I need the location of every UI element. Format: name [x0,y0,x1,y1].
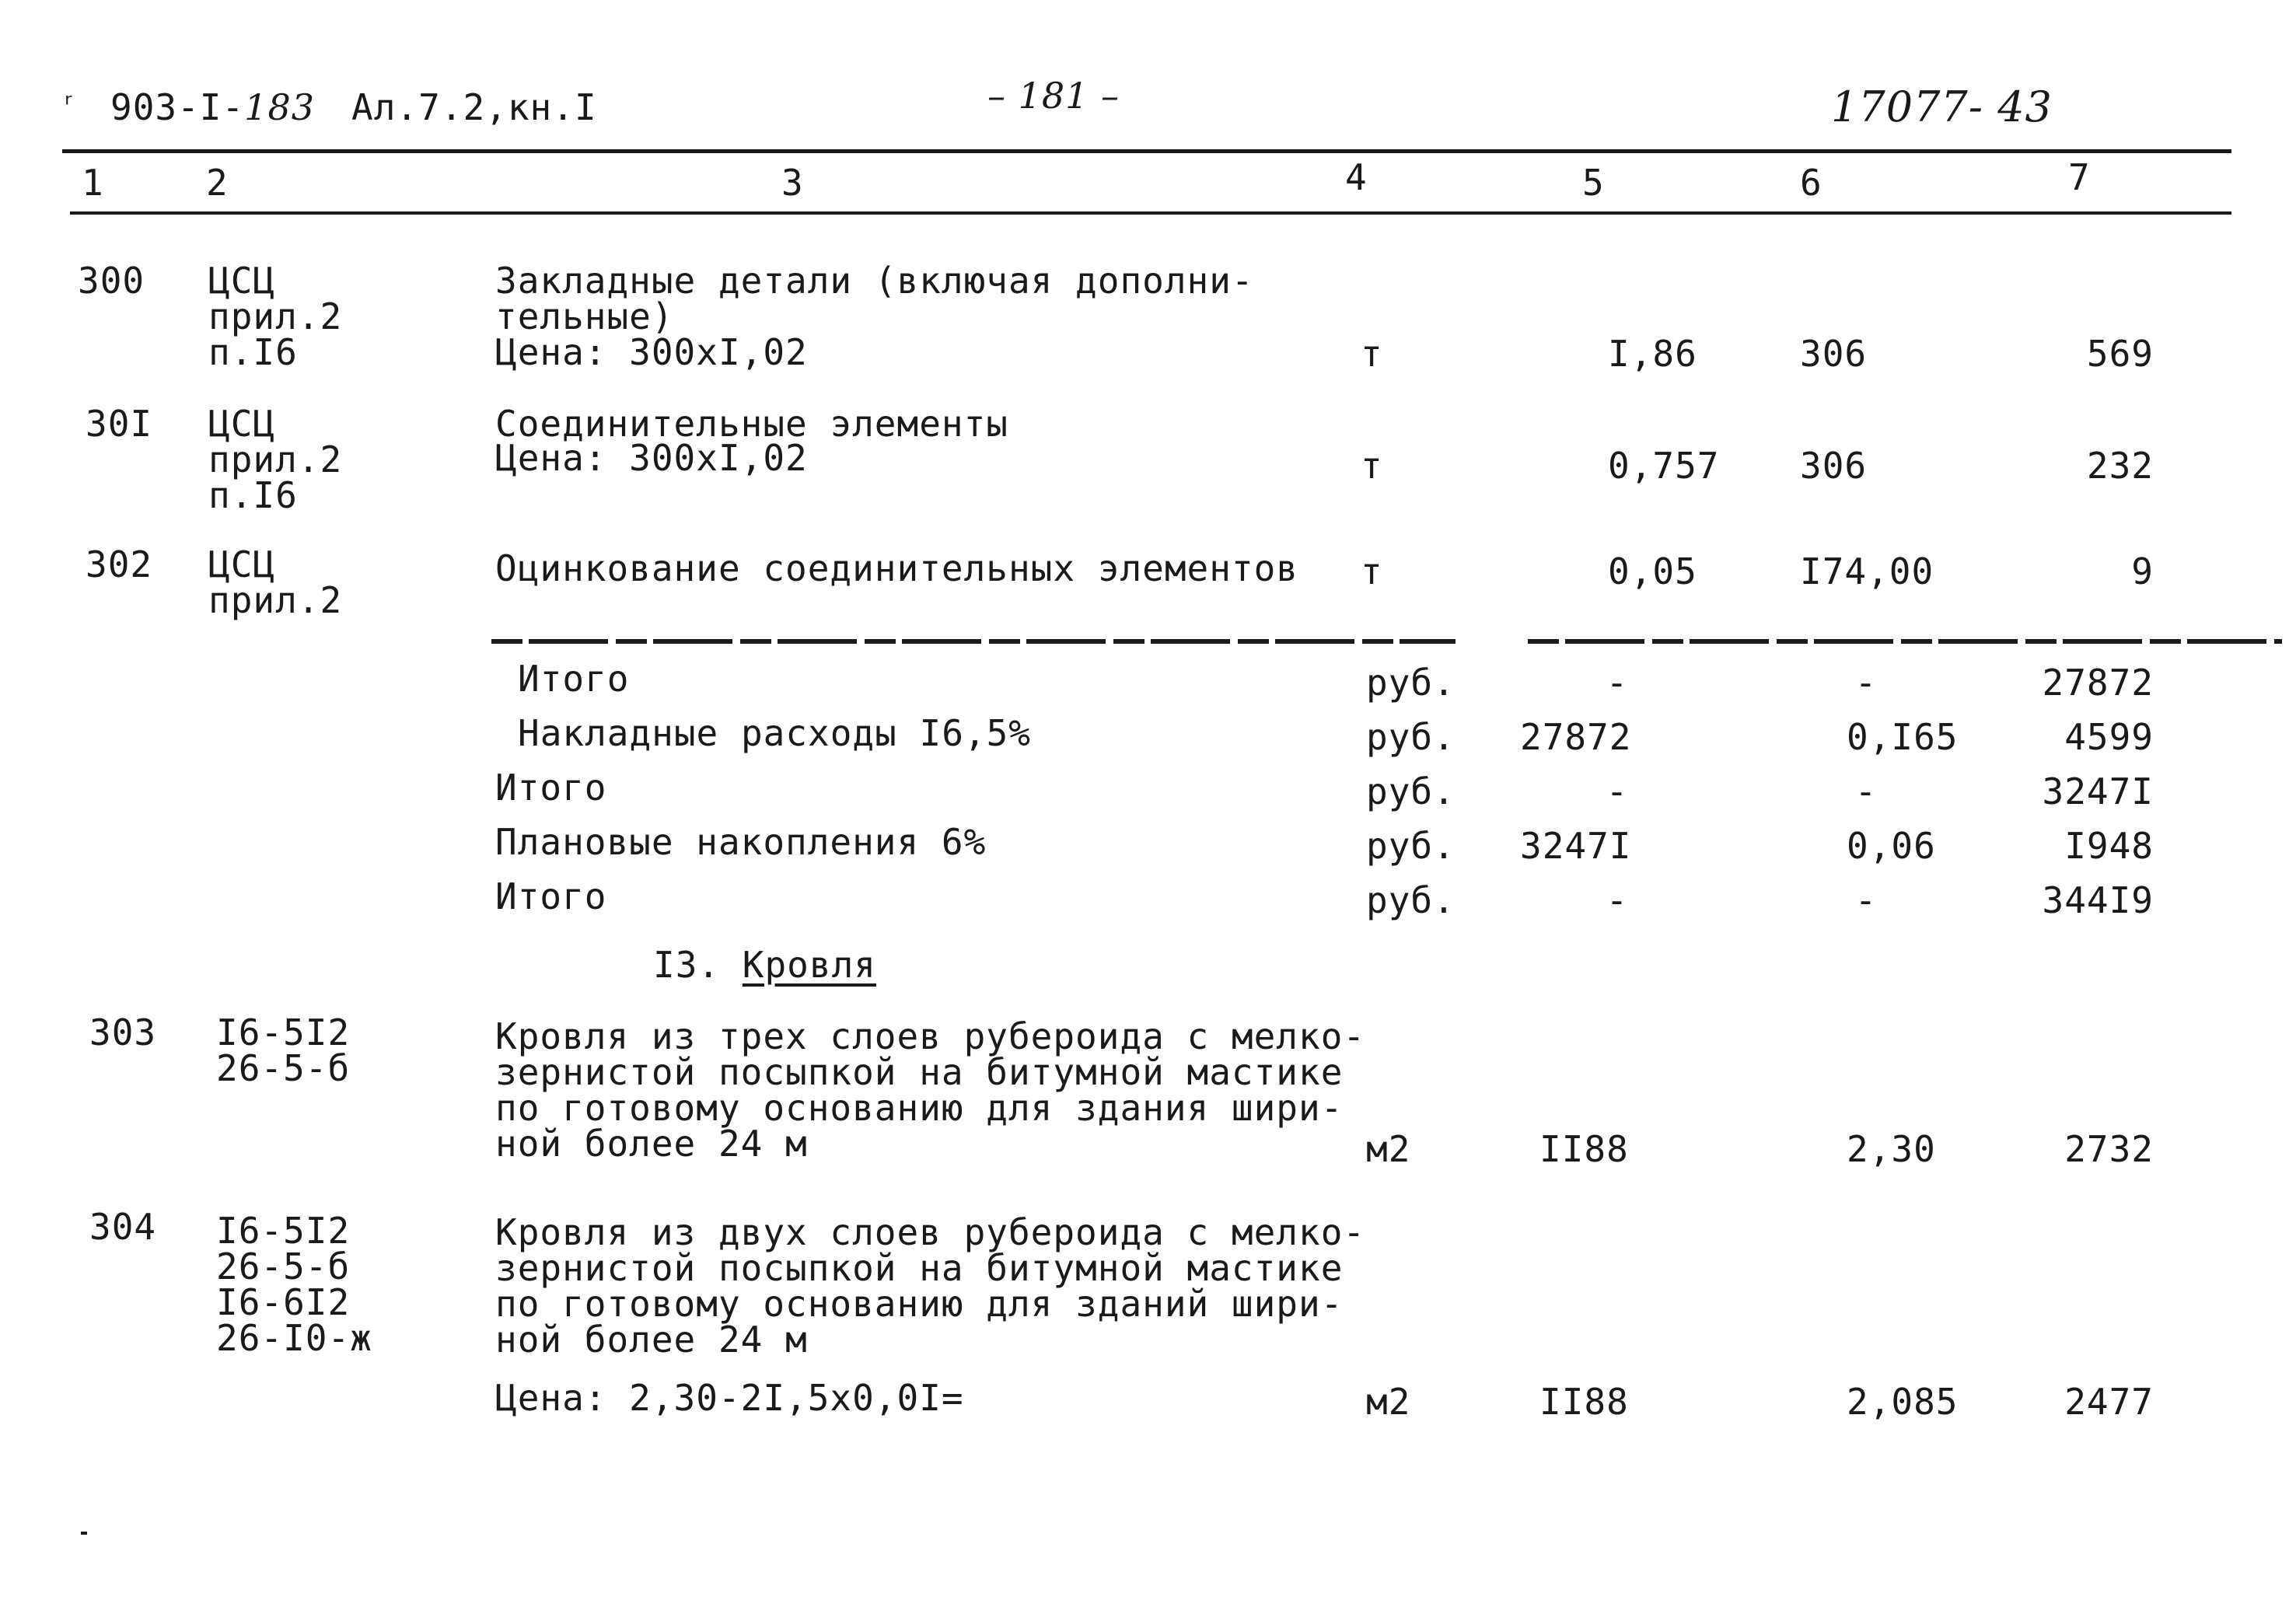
page-number: – 181 – [987,75,1120,117]
summary-divider-left [491,639,1456,644]
row-303-unit: м2 [1366,1128,1411,1170]
corner-mark: ʳ [61,89,79,121]
summary-base: - [1606,879,1629,921]
row-304-qty: II88 [1539,1381,1629,1423]
summary-unit: руб. [1366,662,1456,704]
summary-rate: - [1854,662,1878,704]
row-300-name: Закладные детали (включая дополни- тельные) [495,260,1254,337]
header-bottom-rule [70,211,2231,215]
row-302-basis: ЦСЦ прил.2 [208,543,343,621]
summary-base: - [1606,662,1629,704]
row-304-unit: м2 [1366,1381,1411,1423]
col-2-header: 2 [206,162,229,204]
row-301-name: Соединительные элементы [495,403,1008,445]
row-301-basis: ЦСЦ прил.2 п.I6 [208,403,343,516]
row-302-name: Оцинкование соединительных элементов [495,547,1298,589]
summary-unit: руб. [1366,879,1456,921]
summary-unit: руб. [1366,825,1456,867]
row-300-unit: т [1361,333,1383,375]
summary-divider-right [1528,639,2282,644]
section-heading: I3. Кровля [653,944,876,986]
row-301-no: 30I [86,403,153,445]
summary-total: 3247I [2042,770,2154,812]
row-300-no: 300 [78,260,145,302]
summary-label: Плановые накопления 6% [495,821,987,863]
row-300-total: 569 [2086,333,2154,375]
row-301-total: 232 [2086,445,2154,487]
summary-total: 27872 [2042,662,2154,704]
summary-label: Итого [495,767,607,809]
summary-total: 4599 [2064,716,2154,758]
row-301-price-note: Цена: 300хI,02 [495,437,808,479]
row-302-total: 9 [2131,550,2154,592]
row-303-basis: I6-5I2 26-5-б [216,1011,351,1089]
row-303-total: 2732 [2064,1128,2154,1170]
summary-total: I948 [2064,825,2154,867]
row-303-no: 303 [89,1011,157,1053]
summary-rate: 0,06 [1847,825,1936,867]
row-303-name: Кровля из трех слоев рубероида с мелко- зернистой посыпкой на битумной мастике по готовому основанию для здания шири- ной более 24 м [495,1015,1366,1165]
row-304-total: 2477 [2064,1381,2154,1423]
row-301-unit: т [1361,445,1383,487]
row-302-qty: 0,05 [1608,550,1697,592]
row-304-no: 304 [89,1206,157,1248]
col-1-header: 1 [82,162,104,204]
col-6-header: 6 [1800,162,1822,204]
col-5-header: 5 [1582,162,1605,204]
header-top-rule [62,149,2231,153]
row-304-price-note: Цена: 2,30-2I,5х0,0I= [495,1377,964,1419]
summary-total: 344I9 [2042,879,2154,921]
summary-label: Итого [518,658,630,700]
summary-rate: - [1854,770,1878,812]
row-301-price: 306 [1800,445,1868,487]
summary-label: Накладные расходы I6,5% [518,712,1031,754]
row-301-qty: 0,757 [1608,445,1720,487]
row-300-qty: I,86 [1608,333,1697,375]
row-304-basis: I6-5I2 26-5-б I6-6I2 26-I0-ж [216,1210,372,1359]
col-7-header: 7 [2068,156,2091,198]
row-300-basis: ЦСЦ прил.2 п.I6 [208,260,343,373]
summary-base: 27872 [1520,716,1632,758]
summary-label: Итого [495,875,607,917]
doc-ref: Ал.7.2,кн.I [351,86,597,128]
row-302-no: 302 [86,543,153,585]
summary-base: 3247I [1520,825,1632,867]
summary-rate: - [1854,879,1878,921]
sheet-code: 17077- 43 [1831,82,2053,131]
row-304-price: 2,085 [1847,1381,1959,1423]
doc-code: 903-I-183 [110,86,315,128]
row-304-name: Кровля из двух слоев рубероида с мелко- зернистой посыпкой на битумной мастике по готовому основанию для зданий шири- ной более 24 м [495,1211,1366,1361]
summary-rate: 0,I65 [1847,716,1959,758]
summary-unit: руб. [1366,770,1456,812]
row-300-price-note: Цена: 300хI,02 [495,331,808,373]
col-4-header: 4 [1345,156,1368,198]
row-303-price: 2,30 [1847,1128,1936,1170]
row-300-price: 306 [1800,333,1868,375]
summary-unit: руб. [1366,716,1456,758]
row-302-unit: т [1361,550,1383,592]
col-3-header: 3 [781,162,804,204]
scan-mark [81,1532,87,1535]
row-303-qty: II88 [1539,1128,1629,1170]
summary-base: - [1606,770,1629,812]
row-302-price: I74,00 [1800,550,1934,592]
